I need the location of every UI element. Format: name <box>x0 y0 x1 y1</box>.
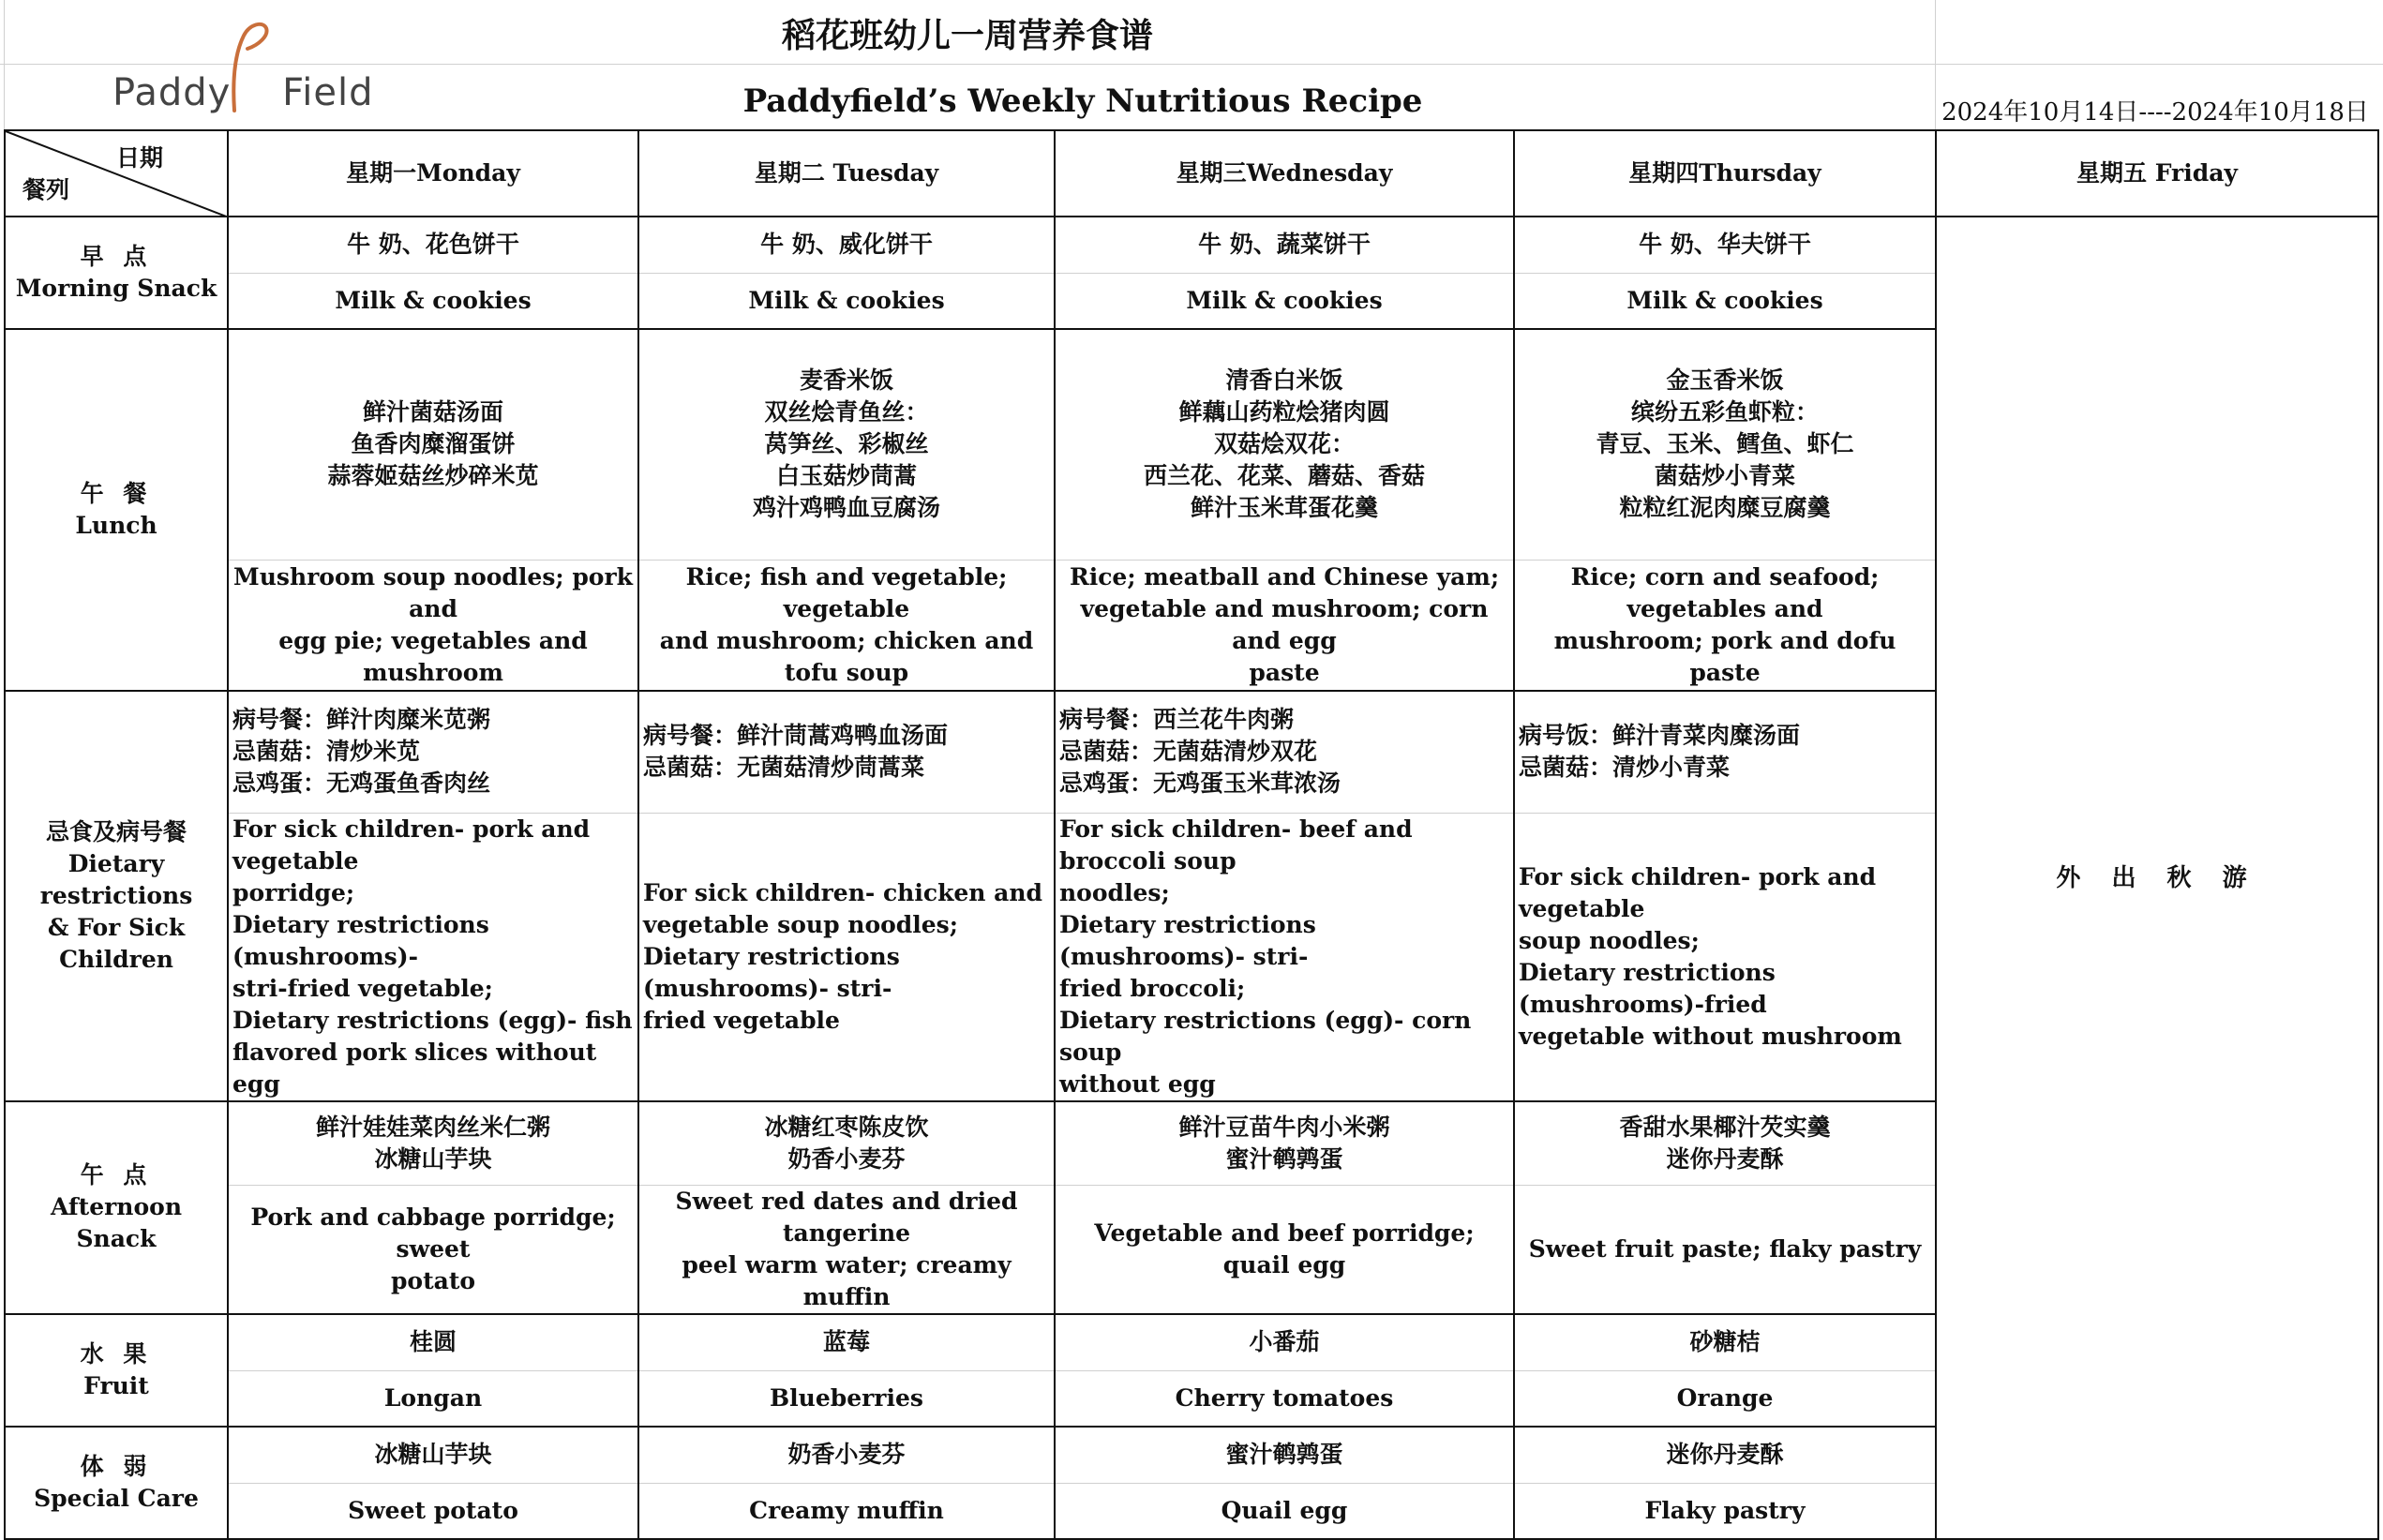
diet-line: 病号餐：鲜汁茼蒿鸡鸭血汤面 <box>643 722 949 750</box>
special-cn-wed: 蜜汁鹌鹑蛋 <box>1055 1427 1514 1483</box>
dish-line: 麦香米饭 <box>799 366 893 395</box>
diet-cn-mon <box>228 691 638 813</box>
row-label-cn: 体 弱 <box>80 1453 153 1480</box>
fruit-cn-mon: 桂圆 <box>228 1314 638 1370</box>
special-en-wed: Quail egg <box>1055 1483 1514 1539</box>
dish-line: 鲜汁菌菇汤面 <box>362 398 503 426</box>
dish-line: 白玉菇炒茼蒿 <box>775 462 917 490</box>
diet-line: Dietary restrictions (mushrooms)- stri- <box>1059 910 1316 970</box>
diet-line: Dietary restrictions (egg)- fish <box>232 1006 633 1034</box>
dish-line: 菌菇炒小青菜 <box>1654 462 1795 490</box>
diet-line: 忌菌菇：无菌菇清炒茼蒿菜 <box>643 754 925 782</box>
diet-cn-tue <box>638 691 1055 813</box>
diet-line: For sick children- beef and broccoli soup <box>1059 815 1413 875</box>
dish-line: Rice; meatball and Chinese yam; <box>1069 562 1500 591</box>
diet-line: 忌菌菇：无菌菇清炒双花 <box>1059 738 1318 766</box>
special-cn-mon: 冰糖山芋块 <box>228 1427 638 1483</box>
diet-line: without egg <box>1059 1069 1216 1098</box>
day-header-thursday: 星期四Thursday <box>1514 130 1936 217</box>
afternoon-en-wed <box>1055 1186 1514 1315</box>
afternoon-cn-mon <box>228 1101 638 1186</box>
special-cn-thu: 迷你丹麦酥 <box>1514 1427 1936 1483</box>
lunch-en-thu <box>1514 560 1936 691</box>
diet-line: vegetable soup noodles; <box>643 910 958 938</box>
dish-line: 蒜蓉姬菇丝炒碎米苋 <box>327 462 539 490</box>
morning-en-mon: Milk & cookies <box>228 273 638 329</box>
row-label-en: Lunch <box>75 512 157 539</box>
dish-line: 双丝烩青鱼丝： <box>764 398 929 426</box>
dish-line: 迷你丹麦酥 <box>1666 1144 1784 1173</box>
diet-line: Dietary restrictions (mushrooms)- <box>232 910 489 970</box>
fruit-en-thu: Orange <box>1514 1370 1936 1427</box>
row-label-en: Special Care <box>34 1485 199 1512</box>
logo-text-left: Paddy <box>112 71 232 114</box>
diet-line: fried broccoli; <box>1059 974 1246 1002</box>
row-label-cn: 水 果 <box>80 1340 153 1368</box>
dish-line: 金玉香米饭 <box>1666 366 1784 395</box>
friday-cell <box>1936 217 2378 1539</box>
special-cn-tue: 奶香小麦芬 <box>638 1427 1055 1483</box>
morning-cn-wed: 牛 奶、蔬菜饼干 <box>1055 217 1514 273</box>
afternoon-cn-thu <box>1514 1101 1936 1186</box>
fruit-cn-thu: 砂糖桔 <box>1514 1314 1936 1370</box>
dish-line: 鲜汁豆苗牛肉小米粥 <box>1178 1113 1390 1141</box>
dish-line: 西兰花、花菜、蘑菇、香菇 <box>1143 462 1425 490</box>
dish-line: 冰糖山芋块 <box>374 1144 492 1173</box>
corner-label-date: 日期 <box>115 144 163 172</box>
morning-cn-mon: 牛 奶、花色饼干 <box>228 217 638 273</box>
dish-line: egg pie; vegetables and mushroom <box>278 626 588 686</box>
diet-line: 忌菌菇：清炒米苋 <box>232 738 421 766</box>
row-label-fruit <box>5 1314 228 1427</box>
dish-line: 香甜水果椰汁芡实羹 <box>1619 1113 1831 1141</box>
row-label-en: Fruit <box>83 1372 149 1399</box>
morning-en-wed: Milk & cookies <box>1055 273 1514 329</box>
special-en-thu: Flaky pastry <box>1514 1483 1936 1539</box>
dish-line: Vegetable and beef porridge; quail egg <box>1094 1219 1475 1278</box>
diet-en-tue <box>638 813 1055 1101</box>
afternoon-en-mon <box>228 1186 638 1315</box>
dish-line: Pork and cabbage porridge; sweet <box>250 1204 616 1263</box>
afternoon-cn-wed <box>1055 1101 1514 1186</box>
diet-line: vegetable without mushroom <box>1519 1022 1902 1050</box>
row-label-en: & For Sick <box>47 913 186 941</box>
fruit-cn-tue: 蓝莓 <box>638 1314 1055 1370</box>
dish-line: 蜜汁鹌鹑蛋 <box>1225 1144 1343 1173</box>
dish-line: 双菇烩双花： <box>1213 430 1355 458</box>
corner-label-meal: 餐列 <box>22 176 70 203</box>
row-label-cn: 午 点 <box>80 1161 153 1189</box>
dish-line: 鲜藕山药粒烩猪肉圆 <box>1178 398 1390 426</box>
lunch-cn-mon <box>228 329 638 560</box>
diet-en-thu <box>1514 813 1936 1101</box>
row-label-en: Children <box>59 945 173 973</box>
dish-line: potato <box>390 1267 476 1294</box>
corner-cell <box>5 130 228 217</box>
dish-line: Sweet fruit paste; flaky pastry <box>1528 1235 1922 1263</box>
special-en-mon: Sweet potato <box>228 1483 638 1539</box>
dish-line: 鸡汁鸡鸭血豆腐汤 <box>752 494 940 522</box>
diet-cn-wed <box>1055 691 1514 813</box>
fruit-en-wed: Cherry tomatoes <box>1055 1370 1514 1427</box>
diet-line: For sick children- pork and vegetable <box>1519 862 1877 922</box>
diet-line: Dietary restrictions (mushrooms)- stri- <box>643 942 900 1002</box>
dish-line: 冰糖红枣陈皮饮 <box>764 1113 929 1141</box>
dish-line: Rice; fish and vegetable; vegetable <box>685 562 1008 622</box>
day-header-monday: 星期一Monday <box>228 130 638 217</box>
fruit-en-tue: Blueberries <box>638 1370 1055 1427</box>
diet-line: 忌鸡蛋：无鸡蛋玉米茸浓汤 <box>1059 770 1341 798</box>
morning-en-thu: Milk & cookies <box>1514 273 1936 329</box>
dish-line: 青豆、玉米、鳕鱼、虾仁 <box>1596 430 1854 458</box>
diet-line: 病号餐：西兰花牛肉粥 <box>1059 706 1295 734</box>
diet-line: stri-fried vegetable; <box>232 974 493 1002</box>
diet-en-wed <box>1055 813 1514 1101</box>
fruit-cn-wed: 小番茄 <box>1055 1314 1514 1370</box>
dish-line: 鱼香肉糜溜蛋饼 <box>351 430 516 458</box>
diet-line: soup noodles; <box>1519 926 1700 954</box>
grid-line <box>0 64 2383 65</box>
diet-line: 病号餐：鲜汁肉糜米苋粥 <box>232 706 491 734</box>
diet-line: 病号饭：鲜汁青菜肉糜汤面 <box>1519 722 1801 750</box>
dish-line: Mushroom soup noodles; pork and <box>233 562 633 622</box>
diet-en-mon <box>228 813 638 1101</box>
dish-line: Sweet red dates and dried tangerine <box>675 1188 1018 1247</box>
dish-line: 清香白米饭 <box>1225 366 1343 395</box>
row-label-cn: 忌食及病号餐 <box>45 817 187 845</box>
afternoon-cn-tue <box>638 1101 1055 1186</box>
diet-line: Dietary restrictions (egg)- corn soup <box>1059 1006 1472 1066</box>
row-label-special-care <box>5 1427 228 1539</box>
row-label-cn: 午 餐 <box>80 480 153 507</box>
row-label-en: Dietary restrictions <box>39 849 193 909</box>
afternoon-en-thu <box>1514 1186 1936 1315</box>
dish-line: 缤纷五彩鱼虾粒： <box>1630 398 1819 426</box>
day-header-wednesday: 星期三Wednesday <box>1055 130 1514 217</box>
morning-snack-row-cn <box>5 217 2378 273</box>
date-range: 2024年10月14日----2024年10月18日 <box>1941 98 2369 127</box>
lunch-en-wed <box>1055 560 1514 691</box>
fruit-en-mon: Longan <box>228 1370 638 1427</box>
row-label-lunch <box>5 329 228 691</box>
day-header-tuesday: 星期二 Tuesday <box>638 130 1055 217</box>
diet-line: noodles; <box>1059 878 1170 906</box>
diet-line: Dietary restrictions (mushrooms)-fried <box>1519 958 1776 1018</box>
title-english: Paddyfield’s Weekly Nutritious Recipe <box>742 82 1423 120</box>
morning-en-tue: Milk & cookies <box>638 273 1055 329</box>
row-label-diet <box>5 691 228 1101</box>
weekly-menu-table <box>4 129 2379 1540</box>
dish-line: mushroom; pork and dofu paste <box>1553 626 1896 686</box>
special-en-tue: Creamy muffin <box>638 1483 1055 1539</box>
title-chinese: 稻花班幼儿一周营养食谱 <box>781 16 1153 55</box>
diet-line: 忌鸡蛋：无鸡蛋鱼香肉丝 <box>232 770 491 798</box>
dish-line: 粒粒红泥肉糜豆腐羹 <box>1619 494 1831 522</box>
dish-line: 鲜汁玉米茸蛋花羹 <box>1190 494 1378 522</box>
diet-cn-thu <box>1514 691 1936 813</box>
dish-line: and mushroom; chicken and tofu soup <box>659 626 1034 686</box>
dish-line: paste <box>1249 658 1320 686</box>
day-header-friday: 星期五 Friday <box>1936 130 2378 217</box>
header-row <box>5 130 2378 217</box>
friday-note: 外 出 秋 游 <box>2056 863 2258 892</box>
diet-line: fried vegetable <box>643 1006 840 1034</box>
lunch-cn-wed <box>1055 329 1514 560</box>
dish-line: 鲜汁娃娃菜肉丝米仁粥 <box>315 1113 550 1141</box>
lunch-en-tue <box>638 560 1055 691</box>
row-label-en: Afternoon Snack <box>50 1193 183 1253</box>
lunch-en-mon <box>228 560 638 691</box>
dish-line: vegetable and mushroom; corn and egg <box>1080 594 1489 654</box>
diet-line: For sick children- chicken and <box>643 878 1043 906</box>
lunch-cn-tue <box>638 329 1055 560</box>
diet-line: porridge; <box>232 878 355 906</box>
row-label-cn: 早 点 <box>80 243 153 270</box>
morning-cn-tue: 牛 奶、威化饼干 <box>638 217 1055 273</box>
dish-line: 奶香小麦芬 <box>787 1144 906 1173</box>
row-label-afternoon-snack <box>5 1101 228 1315</box>
row-label-morning-snack <box>5 217 228 329</box>
diet-line: For sick children- pork and vegetable <box>232 815 591 875</box>
dish-line: Rice; corn and seafood; vegetables and <box>1570 562 1880 622</box>
afternoon-en-tue <box>638 1186 1055 1315</box>
row-label-en: Morning Snack <box>15 275 217 302</box>
morning-cn-thu: 牛 奶、华夫饼干 <box>1514 217 1936 273</box>
diet-line: 忌菌菇：清炒小青菜 <box>1519 754 1731 782</box>
dish-line: peel warm water; creamy muffin <box>682 1251 1012 1310</box>
dish-line: 莴笋丝、彩椒丝 <box>764 430 929 458</box>
lunch-cn-thu <box>1514 329 1936 560</box>
diet-line: flavored pork slices without egg <box>232 1038 597 1098</box>
logo-text-right: Field <box>282 71 374 114</box>
